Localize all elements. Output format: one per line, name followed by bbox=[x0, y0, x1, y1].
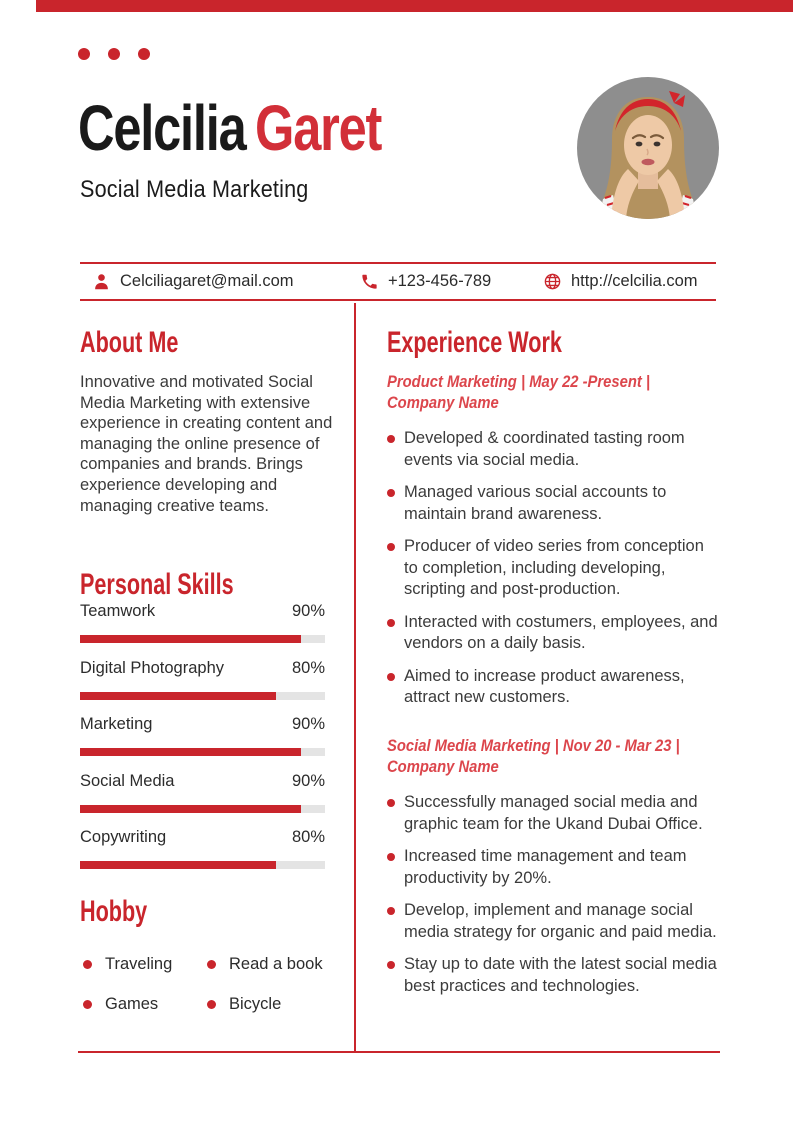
skill-label: Digital Photography bbox=[80, 659, 225, 677]
bullet-dot-icon bbox=[83, 960, 92, 969]
job-bullet-text: Interacted with costumers, employees, and vendors on a daily basis. bbox=[404, 612, 718, 652]
skill-percent: 90% bbox=[291, 772, 325, 790]
hobby-label: Games bbox=[105, 995, 159, 1013]
email-text[interactable]: Celciliagaret@mail.com bbox=[120, 272, 294, 290]
hobby-item bbox=[207, 954, 323, 975]
job-bullet-list bbox=[387, 428, 719, 709]
skill-bar-fill bbox=[80, 805, 301, 813]
bullet-dot-icon bbox=[387, 673, 395, 681]
job-title-line: Company Name bbox=[387, 393, 499, 412]
job-bullet-text: Managed various social accounts to maintain brand awareness. bbox=[404, 483, 667, 523]
decorative-dots bbox=[78, 48, 150, 60]
job-bullet-text: Successfully managed social media and graphic team for the Ukand Dubai Office. bbox=[404, 793, 703, 833]
skill-label: Marketing bbox=[80, 715, 153, 733]
hobby-list bbox=[83, 954, 323, 1015]
person-last-name: Garet bbox=[255, 92, 382, 164]
contact-phone bbox=[360, 264, 491, 299]
skill-bar-track bbox=[80, 748, 325, 756]
dot-icon bbox=[138, 48, 150, 60]
person-icon bbox=[92, 272, 111, 291]
skill-bar-track bbox=[80, 635, 325, 643]
experience-heading: Experience Work bbox=[387, 326, 562, 359]
bullet-dot-icon bbox=[387, 961, 395, 969]
job-bullet-text: Stay up to date with the latest social media best practices and technologies. bbox=[404, 955, 717, 995]
contact-bar bbox=[80, 262, 716, 301]
skill-label: Teamwork bbox=[80, 602, 156, 620]
person-name bbox=[78, 94, 381, 162]
bullet-dot-icon bbox=[387, 435, 395, 443]
skill-percent: 80% bbox=[291, 828, 325, 846]
bullet-dot-icon bbox=[387, 489, 395, 497]
hobby-label: Traveling bbox=[105, 955, 173, 973]
job-title-line: Product Marketing | May 22 -Present | bbox=[387, 372, 651, 391]
job-title bbox=[387, 371, 676, 413]
bullet-dot-icon bbox=[207, 1000, 216, 1009]
about-heading: About Me bbox=[80, 326, 179, 359]
bullet-dot-icon bbox=[207, 960, 216, 969]
skill-bar-fill bbox=[80, 692, 276, 700]
skill-label: Copywriting bbox=[80, 828, 167, 846]
skill-bar-fill bbox=[80, 635, 301, 643]
skill-bar-track bbox=[80, 805, 325, 813]
job-bullet bbox=[387, 428, 719, 471]
column-divider bbox=[354, 303, 356, 1051]
dot-icon bbox=[78, 48, 90, 60]
skill-percent: 80% bbox=[291, 659, 325, 677]
bullet-dot-icon bbox=[387, 619, 395, 627]
about-text: Innovative and motivated Social Media Marketing with extensive experience in creating content and managing the online presence of companies and brands. Brings experience developing and managing creative teams. bbox=[80, 373, 333, 515]
job-title-line: Company Name bbox=[387, 757, 499, 776]
hobby-label: Bicycle bbox=[229, 995, 282, 1013]
skill-row bbox=[80, 601, 325, 643]
bottom-rule bbox=[78, 1051, 720, 1053]
job-title-line: Social Media Marketing | Nov 20 - Mar 23 | bbox=[387, 736, 680, 755]
contact-email bbox=[92, 264, 294, 299]
skill-row bbox=[80, 827, 325, 869]
phone-text[interactable]: +123-456-789 bbox=[388, 272, 492, 290]
job-bullet bbox=[387, 536, 719, 601]
experience-job bbox=[387, 735, 719, 1008]
job-bullet-text: Producer of video series from conception to completion, including developing, scripting and post-production. bbox=[404, 537, 704, 598]
contact-website bbox=[543, 264, 698, 299]
dot-icon bbox=[108, 48, 120, 60]
job-bullet bbox=[387, 666, 719, 709]
bullet-dot-icon bbox=[387, 907, 395, 915]
person-first-name: Celcilia bbox=[78, 92, 246, 164]
hobby-item bbox=[83, 994, 207, 1015]
experience-job bbox=[387, 371, 719, 720]
skill-bar-fill bbox=[80, 748, 301, 756]
job-bullet bbox=[387, 792, 719, 835]
top-accent-bar bbox=[36, 0, 793, 12]
skill-bar-track bbox=[80, 861, 325, 869]
bullet-dot-icon bbox=[387, 543, 395, 551]
hobby-heading: Hobby bbox=[80, 895, 148, 928]
globe-icon bbox=[543, 272, 562, 291]
job-bullet bbox=[387, 900, 719, 943]
job-bullet bbox=[387, 954, 719, 997]
bullet-dot-icon bbox=[387, 853, 395, 861]
skill-percent: 90% bbox=[291, 602, 325, 620]
website-text[interactable]: http://celcilia.com bbox=[571, 272, 698, 290]
job-bullet-text: Increased time management and team productivity by 20%. bbox=[404, 847, 687, 887]
job-bullet bbox=[387, 612, 719, 655]
job-bullet bbox=[387, 482, 719, 525]
phone-icon bbox=[360, 272, 379, 291]
skill-row bbox=[80, 714, 325, 756]
job-bullet bbox=[387, 846, 719, 889]
skill-label: Social Media bbox=[80, 772, 175, 790]
job-title-subtitle: Social Media Marketing bbox=[80, 176, 309, 203]
skill-percent: 90% bbox=[291, 715, 325, 733]
job-bullet-list bbox=[387, 792, 719, 997]
hobby-item bbox=[83, 954, 207, 975]
hobby-label: Read a book bbox=[229, 955, 323, 973]
job-title bbox=[387, 735, 680, 777]
job-bullet-text: Develop, implement and manage social media strategy for organic and paid media. bbox=[404, 901, 717, 941]
skills-heading: Personal Skills bbox=[80, 568, 234, 601]
skill-row bbox=[80, 771, 325, 813]
job-bullet-text: Developed & coordinated tasting room events via social media. bbox=[404, 429, 685, 469]
bullet-dot-icon bbox=[387, 799, 395, 807]
skill-row bbox=[80, 658, 325, 700]
job-bullet-text: Aimed to increase product awareness, attract new customers. bbox=[404, 666, 685, 706]
skill-bar-track bbox=[80, 692, 325, 700]
bullet-dot-icon bbox=[83, 1000, 92, 1009]
skill-bar-fill bbox=[80, 861, 276, 869]
profile-photo bbox=[577, 77, 719, 219]
hobby-item bbox=[207, 994, 323, 1015]
profile-photo-illustration bbox=[577, 77, 719, 219]
